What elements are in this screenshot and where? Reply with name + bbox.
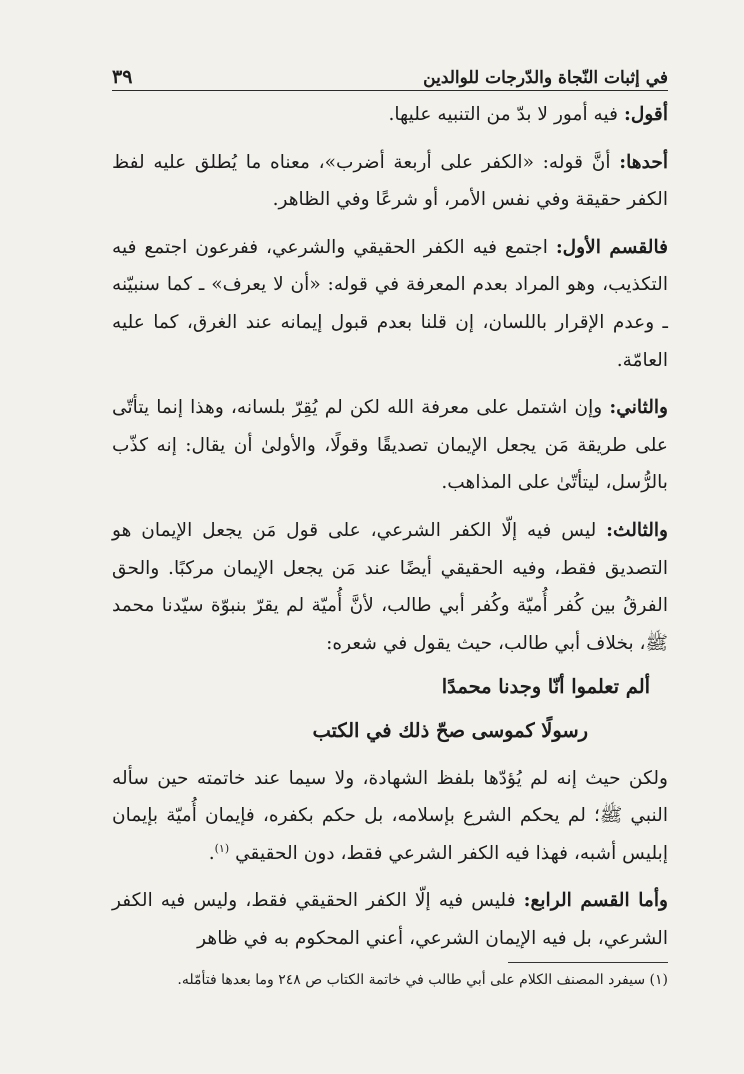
- paragraph-text: ليس فيه إلّا الكفر الشرعي، على قول مَن يجعل الإيمان هو التصديق فقط، وفيه الحقيقي أيضًا عند مَن يجعل الإيمان مركبًا. والحق الفرقُ بين كُفر أُميّة وكُفر أبي طالب، لأنَّ أُميّة لم يقرّ بنبوّة سيّدنا محمد ﷺ، بخلاف أبي طالب، حيث يقول في شعره:: [112, 519, 668, 654]
- paragraph-category-four: [112, 882, 668, 957]
- paragraph-first: [112, 144, 668, 219]
- paragraph-lead: أقول:: [623, 104, 668, 125]
- running-header-title: في إثبات النّجاة والدّرجات للوالدين: [423, 68, 668, 88]
- main-text: [112, 96, 668, 957]
- paragraph-lead: والثالث:: [606, 519, 668, 541]
- running-header: [112, 54, 668, 91]
- paragraph-intro: [112, 96, 668, 134]
- page-number: ٣٩: [112, 66, 133, 88]
- paragraph-text: اجتمع فيه الكفر الحقيقي والشرعي، ففرعون اجتمع فيه التكذيب، وهو المراد بعدم المعرفة في قوله: «أن لا يعرف» ـ كما سنبيّنه ـ وعدم الإقرار باللسان، إن قلنا بعدم قبول إيمانه عند الغرق، كما عليه العامّة.: [112, 236, 668, 371]
- paragraph-second: [112, 389, 668, 502]
- footnote-divider: [508, 962, 668, 963]
- paragraph-text: أنَّ قوله: «الكفر على أربعة أضرب»، معناه ما يُطلق عليه لفظ الكفر حقيقة وفي نفس الأمر، أو شرعًا وفي الظاهر.: [112, 151, 668, 211]
- paragraph-lead: فالقسم الأول:: [555, 236, 669, 258]
- poem-verse-second-hemistich: رسولًا كموسى صحّ ذلك في الكتب: [312, 718, 588, 742]
- paragraph-end: .: [208, 842, 215, 864]
- footnote: (١) سيفرد المصنف الكلام على أبي طالب في خاتمة الكتاب ص ٢٤٨ وما بعدها فتأمّله.: [177, 972, 668, 988]
- paragraph-text: فليس فيه إلّا الكفر الحقيقي فقط، وليس فيه الكفر الشرعي، بل فيه الإيمان الشرعي، أعني المحكوم به في ظاهر: [112, 890, 668, 949]
- footnote-reference: (١): [214, 841, 230, 855]
- paragraph-lead: وأما القسم الرابع:: [523, 890, 668, 912]
- paragraph-after-verse: [112, 760, 668, 873]
- paragraph-lead: أحدها:: [619, 151, 668, 173]
- paragraph-third: [112, 512, 668, 662]
- paragraph-text: فيه أمور لا بدّ من التنبيه عليها.: [388, 104, 624, 125]
- paragraph-text: ولكن حيث إنه لم يُؤدّها بلفظ الشهادة، ولا سيما عند خاتمته حين سأله النبي ﷺ؛ لم يحكم الشرع بإسلامه، بل حكم بكفره، فإيمان أُميّة بإيمان إبليس أشبه، فهذا فيه الكفر الشرعي فقط، دون الحقيقي: [112, 767, 668, 864]
- paragraph-lead: والثاني:: [609, 397, 668, 419]
- paragraph-text: وإن اشتمل على معرفة الله لكن لم يُقِرّ بلسانه، وهذا إنما يتأتّى على طريقة مَن يجعل الإيمان تصديقًا وقولًا، والأولىٰ أن يقال: إنه كذّب بالرُّسل، ليتأتّىٰ على المذاهب.: [112, 397, 668, 494]
- paragraph-category-one: [112, 229, 668, 379]
- poem-verse-first-hemistich: ألم تعلموا أنّا وجدنا محمدًا: [441, 675, 650, 699]
